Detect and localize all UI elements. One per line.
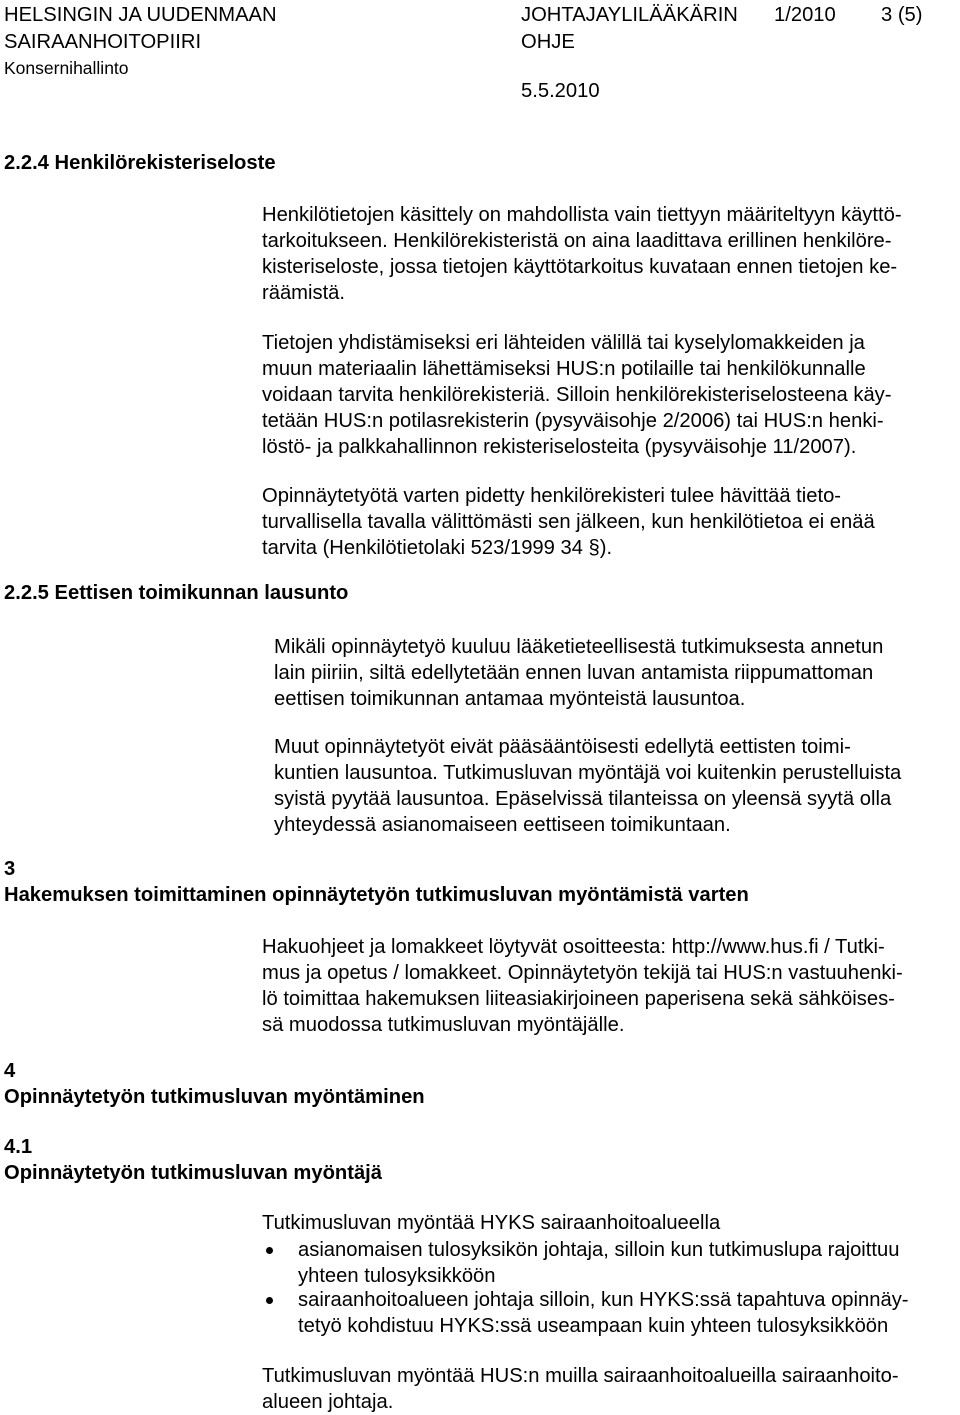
list-item xyxy=(298,1237,899,1289)
text-line: turvallisella tavalla välittömästi sen jälkeen, kun henkilötietoa ei enää xyxy=(262,511,875,533)
paragraph xyxy=(262,202,902,306)
text-line: tetään HUS:n potilasrekisterin (pysyväisohje 2/2006) tai HUS:n henki- xyxy=(262,410,884,432)
text-line: lain piiriin, siltä edellytetään ennen luvan antamista riippumattoman xyxy=(274,662,874,684)
doc-title: JOHTAJAYLILÄÄKÄRIN xyxy=(521,4,738,26)
text-line: yhteydessä asianomaiseen eettiseen toimikuntaan. xyxy=(274,814,731,836)
bullet-icon xyxy=(266,1247,273,1254)
text-line: Mikäli opinnäytetyö kuuluu lääketieteellisestä tutkimuksesta annetun xyxy=(274,636,884,658)
section-heading-4: Opinnäytetyön tutkimusluvan myöntäminen xyxy=(4,1086,425,1108)
text-line: alueen johtaja. xyxy=(262,1391,394,1413)
paragraph xyxy=(262,1363,899,1415)
org-unit: Konsernihallinto xyxy=(4,58,129,78)
section-number-4: 4 xyxy=(4,1060,16,1082)
text-line: Opinnäytetyötä varten pidetty henkilörekisteri tulee hävittää tieto- xyxy=(262,485,842,507)
text-line: sä muodossa tutkimusluvan myöntäjälle. xyxy=(262,1014,625,1036)
section-heading-2-2-5: 2.2.5 Eettisen toimikunnan lausunto xyxy=(4,582,349,604)
list-intro: Tutkimusluvan myöntää HYKS sairaanhoitoalueella xyxy=(262,1212,721,1234)
section-number-3: 3 xyxy=(4,858,16,880)
text-line: Henkilötietojen käsittely on mahdollista vain tiettyyn määriteltyyn käyttö- xyxy=(262,204,902,226)
text-line: kisteriseloste, jossa tietojen käyttötarkoitus kuvataan ennen tietojen ke- xyxy=(262,256,898,278)
text-line: yhteen tulosyksikköön xyxy=(298,1265,496,1287)
text-line: tarkoitukseen. Henkilörekisteristä on aina laadittava erillinen henkilöre- xyxy=(262,230,892,252)
page-number: 3 (5) xyxy=(881,4,923,26)
text-line: kuntien lausuntoa. Tutkimusluvan myöntäjä voi kuitenkin perustelluista xyxy=(274,762,902,784)
text-line: Tietojen yhdistämiseksi eri lähteiden välillä tai kyselylomakkeiden ja xyxy=(262,332,865,354)
doc-date: 5.5.2010 xyxy=(521,80,600,102)
list-item xyxy=(298,1287,909,1339)
section-heading-4-1: Opinnäytetyön tutkimusluvan myöntäjä xyxy=(4,1162,383,1184)
section-heading-3: Hakemuksen toimittaminen opinnäytetyön tutkimusluvan myöntämistä varten xyxy=(4,884,749,906)
doc-number: 1/2010 xyxy=(774,4,836,26)
org-name-line1: HELSINGIN JA UUDENMAAN xyxy=(4,4,277,26)
text-line: tarvita (Henkilötietolaki 523/1999 34 §). xyxy=(262,537,613,559)
text-line: Tutkimusluvan myöntää HUS:n muilla sairaanhoitoalueilla sairaanhoito- xyxy=(262,1365,899,1387)
section-heading-2-2-4: 2.2.4 Henkilörekisteriseloste xyxy=(4,152,276,174)
text-line: tetyö kohdistuu HYKS:ssä useampaan kuin yhteen tulosyksikköön xyxy=(298,1315,889,1337)
doc-type: OHJE xyxy=(521,31,575,53)
text-line: Hakuohjeet ja lomakkeet löytyvät osoitteesta: http://www.hus.fi / Tutki- xyxy=(262,936,885,958)
paragraph xyxy=(262,483,875,561)
org-name-line2: SAIRAANHOITOPIIRI xyxy=(4,31,202,53)
text-line: voidaan tarvita henkilörekisteriä. Silloin henkilörekisteriselosteena käy- xyxy=(262,384,892,406)
text-line: sairaanhoitoalueen johtaja silloin, kun HYKS:ssä tapahtuva opinnäy- xyxy=(298,1289,909,1311)
paragraph xyxy=(274,734,901,838)
text-line: lö toimittaa hakemuksen liiteasiakirjoineen paperisena sekä sähköises- xyxy=(262,988,895,1010)
text-line: muun materiaalin lähettämiseksi HUS:n potilaille tai henkilökunnalle xyxy=(262,358,866,380)
paragraph xyxy=(262,934,903,1038)
bullet-icon xyxy=(266,1297,273,1304)
text-line: löstö- ja palkkahallinnon rekisteriselosteita (pysyväisohje 11/2007). xyxy=(262,436,857,458)
paragraph xyxy=(274,634,883,712)
text-line: eettisen toimikunnan antamaa myönteistä lausuntoa. xyxy=(274,688,746,710)
text-line: asianomaisen tulosyksikön johtaja, silloin kun tutkimuslupa rajoittuu xyxy=(298,1239,900,1261)
section-number-4-1: 4.1 xyxy=(4,1136,33,1158)
text-line: syistä pyytää lausuntoa. Epäselvissä tilanteissa on yleensä syytä olla xyxy=(274,788,892,810)
paragraph xyxy=(262,330,892,460)
text-line: räämistä. xyxy=(262,282,346,304)
text-line: mus ja opetus / lomakkeet. Opinnäytetyön tekijä tai HUS:n vastuuhenki- xyxy=(262,962,903,984)
text-line: Muut opinnäytetyöt eivät pääsääntöisesti edellytä eettisten toimi- xyxy=(274,736,851,758)
